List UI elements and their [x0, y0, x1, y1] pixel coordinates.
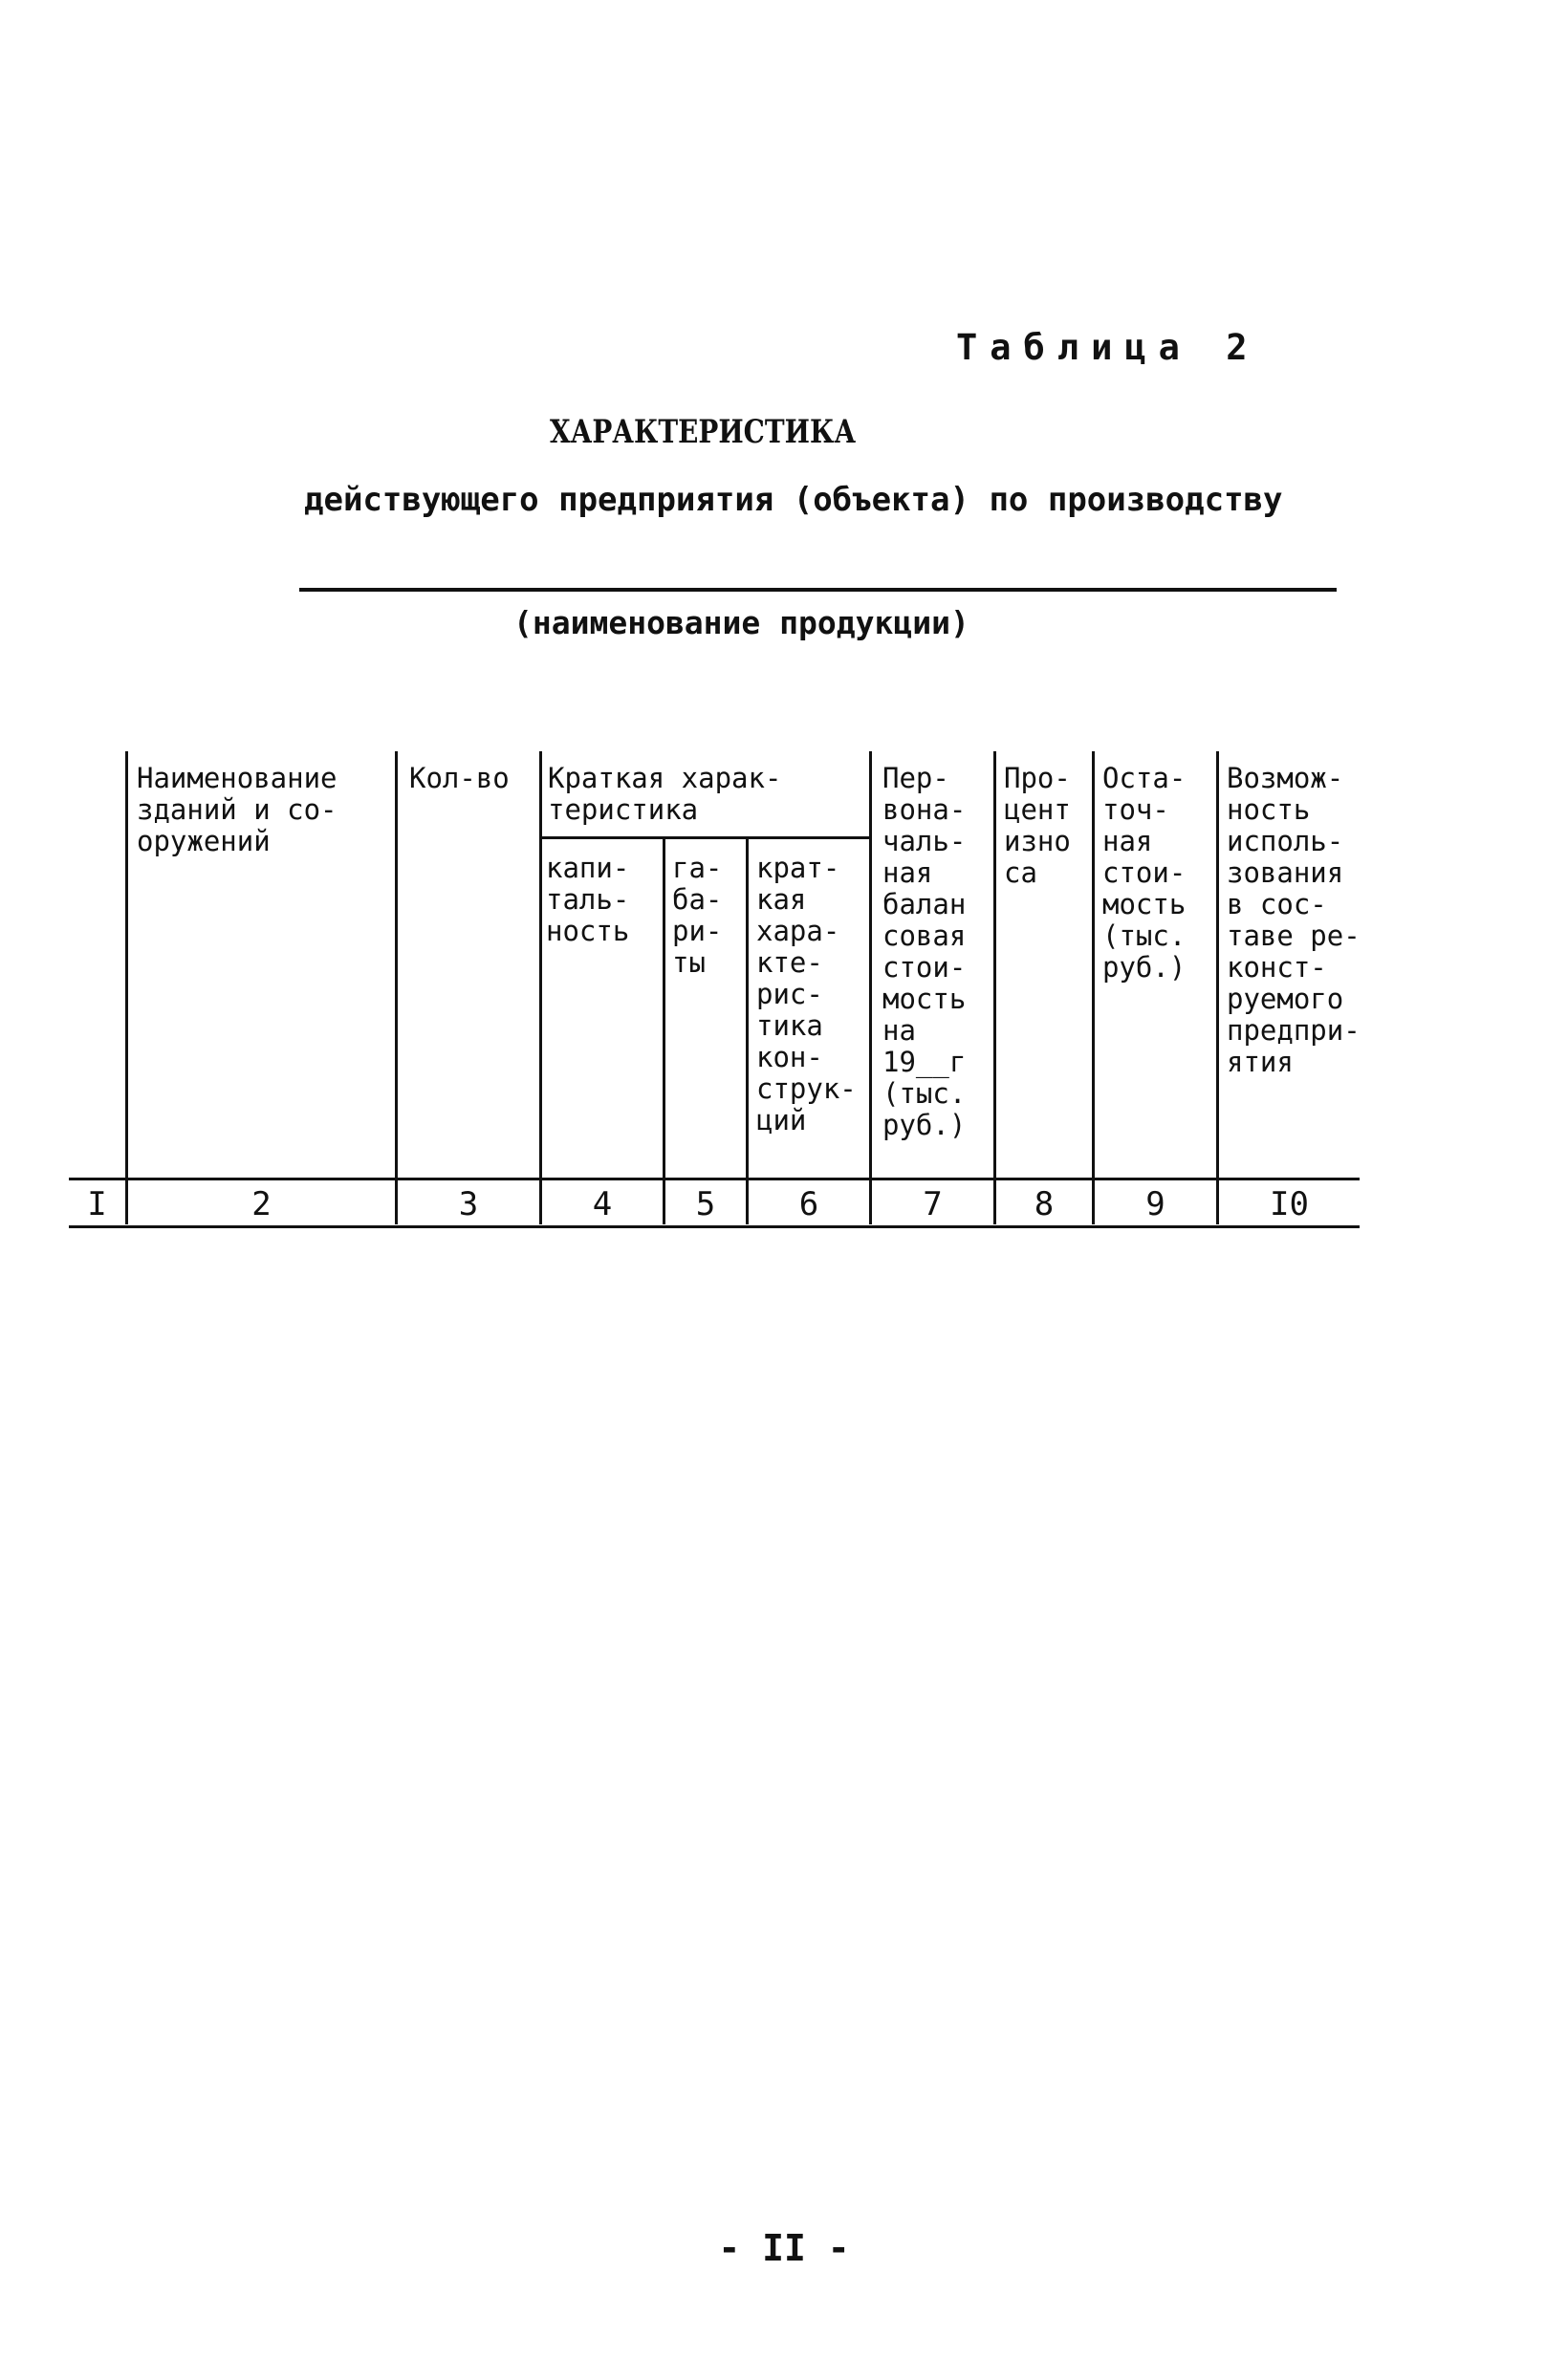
product-caption: (наименование продукции)	[513, 604, 969, 641]
column-rule	[539, 751, 542, 1224]
column-rule	[395, 751, 398, 1224]
col-header-wear: Про- цент изно са	[1004, 762, 1071, 889]
column-number: 6	[798, 1185, 819, 1223]
col-header-name: Наименование зданий и со- оружений	[137, 762, 338, 857]
subheader-rule	[542, 836, 869, 839]
column-rule	[1216, 751, 1219, 1224]
column-number: 5	[695, 1185, 716, 1223]
col-header-capital: капи- таль- ность	[546, 852, 630, 947]
column-number: 2	[251, 1185, 272, 1223]
col-header-initial: Пер- вона- чаль- ная балан совая стои- мость на 19__г (тыс. руб.)	[882, 762, 967, 1141]
column-number: 8	[1034, 1185, 1055, 1223]
col-header-constr: крат- кая хара- кте- рис- тика кон- струк- ций	[756, 852, 857, 1136]
column-number: 7	[923, 1185, 943, 1223]
column-rule	[663, 839, 665, 1224]
col-header-qty: Кол-во	[409, 762, 510, 794]
column-number: 4	[592, 1185, 613, 1223]
document-title: ХАРАКТЕРИСТИКА	[550, 413, 857, 451]
column-number: I0	[1270, 1185, 1309, 1223]
col-header-brief: Краткая харак- теристика	[548, 762, 782, 826]
col-header-residual: Оста- точ- ная стои- мость (тыс. руб.)	[1102, 762, 1187, 984]
column-number: I	[87, 1185, 107, 1223]
col-header-reuse: Возмож- ность исполь- зования в сос- таве ре- конст- руемого предпри- ятия	[1227, 762, 1361, 1078]
page-number: - II -	[718, 2227, 850, 2269]
document-subtitle: действующего предприятия (объекта) по производству	[304, 481, 1283, 519]
table-label: Таблица 2	[956, 327, 1260, 368]
column-rule	[993, 751, 996, 1224]
column-rule	[125, 751, 128, 1224]
table-bottom-rule	[69, 1225, 1360, 1228]
header-bottom-rule	[69, 1178, 1360, 1180]
col-header-dims: га- ба- ри- ты	[672, 852, 723, 979]
column-number: 3	[458, 1185, 479, 1223]
column-rule	[1092, 751, 1095, 1224]
column-rule	[869, 751, 872, 1224]
column-rule	[746, 839, 749, 1224]
column-number: 9	[1145, 1185, 1165, 1223]
